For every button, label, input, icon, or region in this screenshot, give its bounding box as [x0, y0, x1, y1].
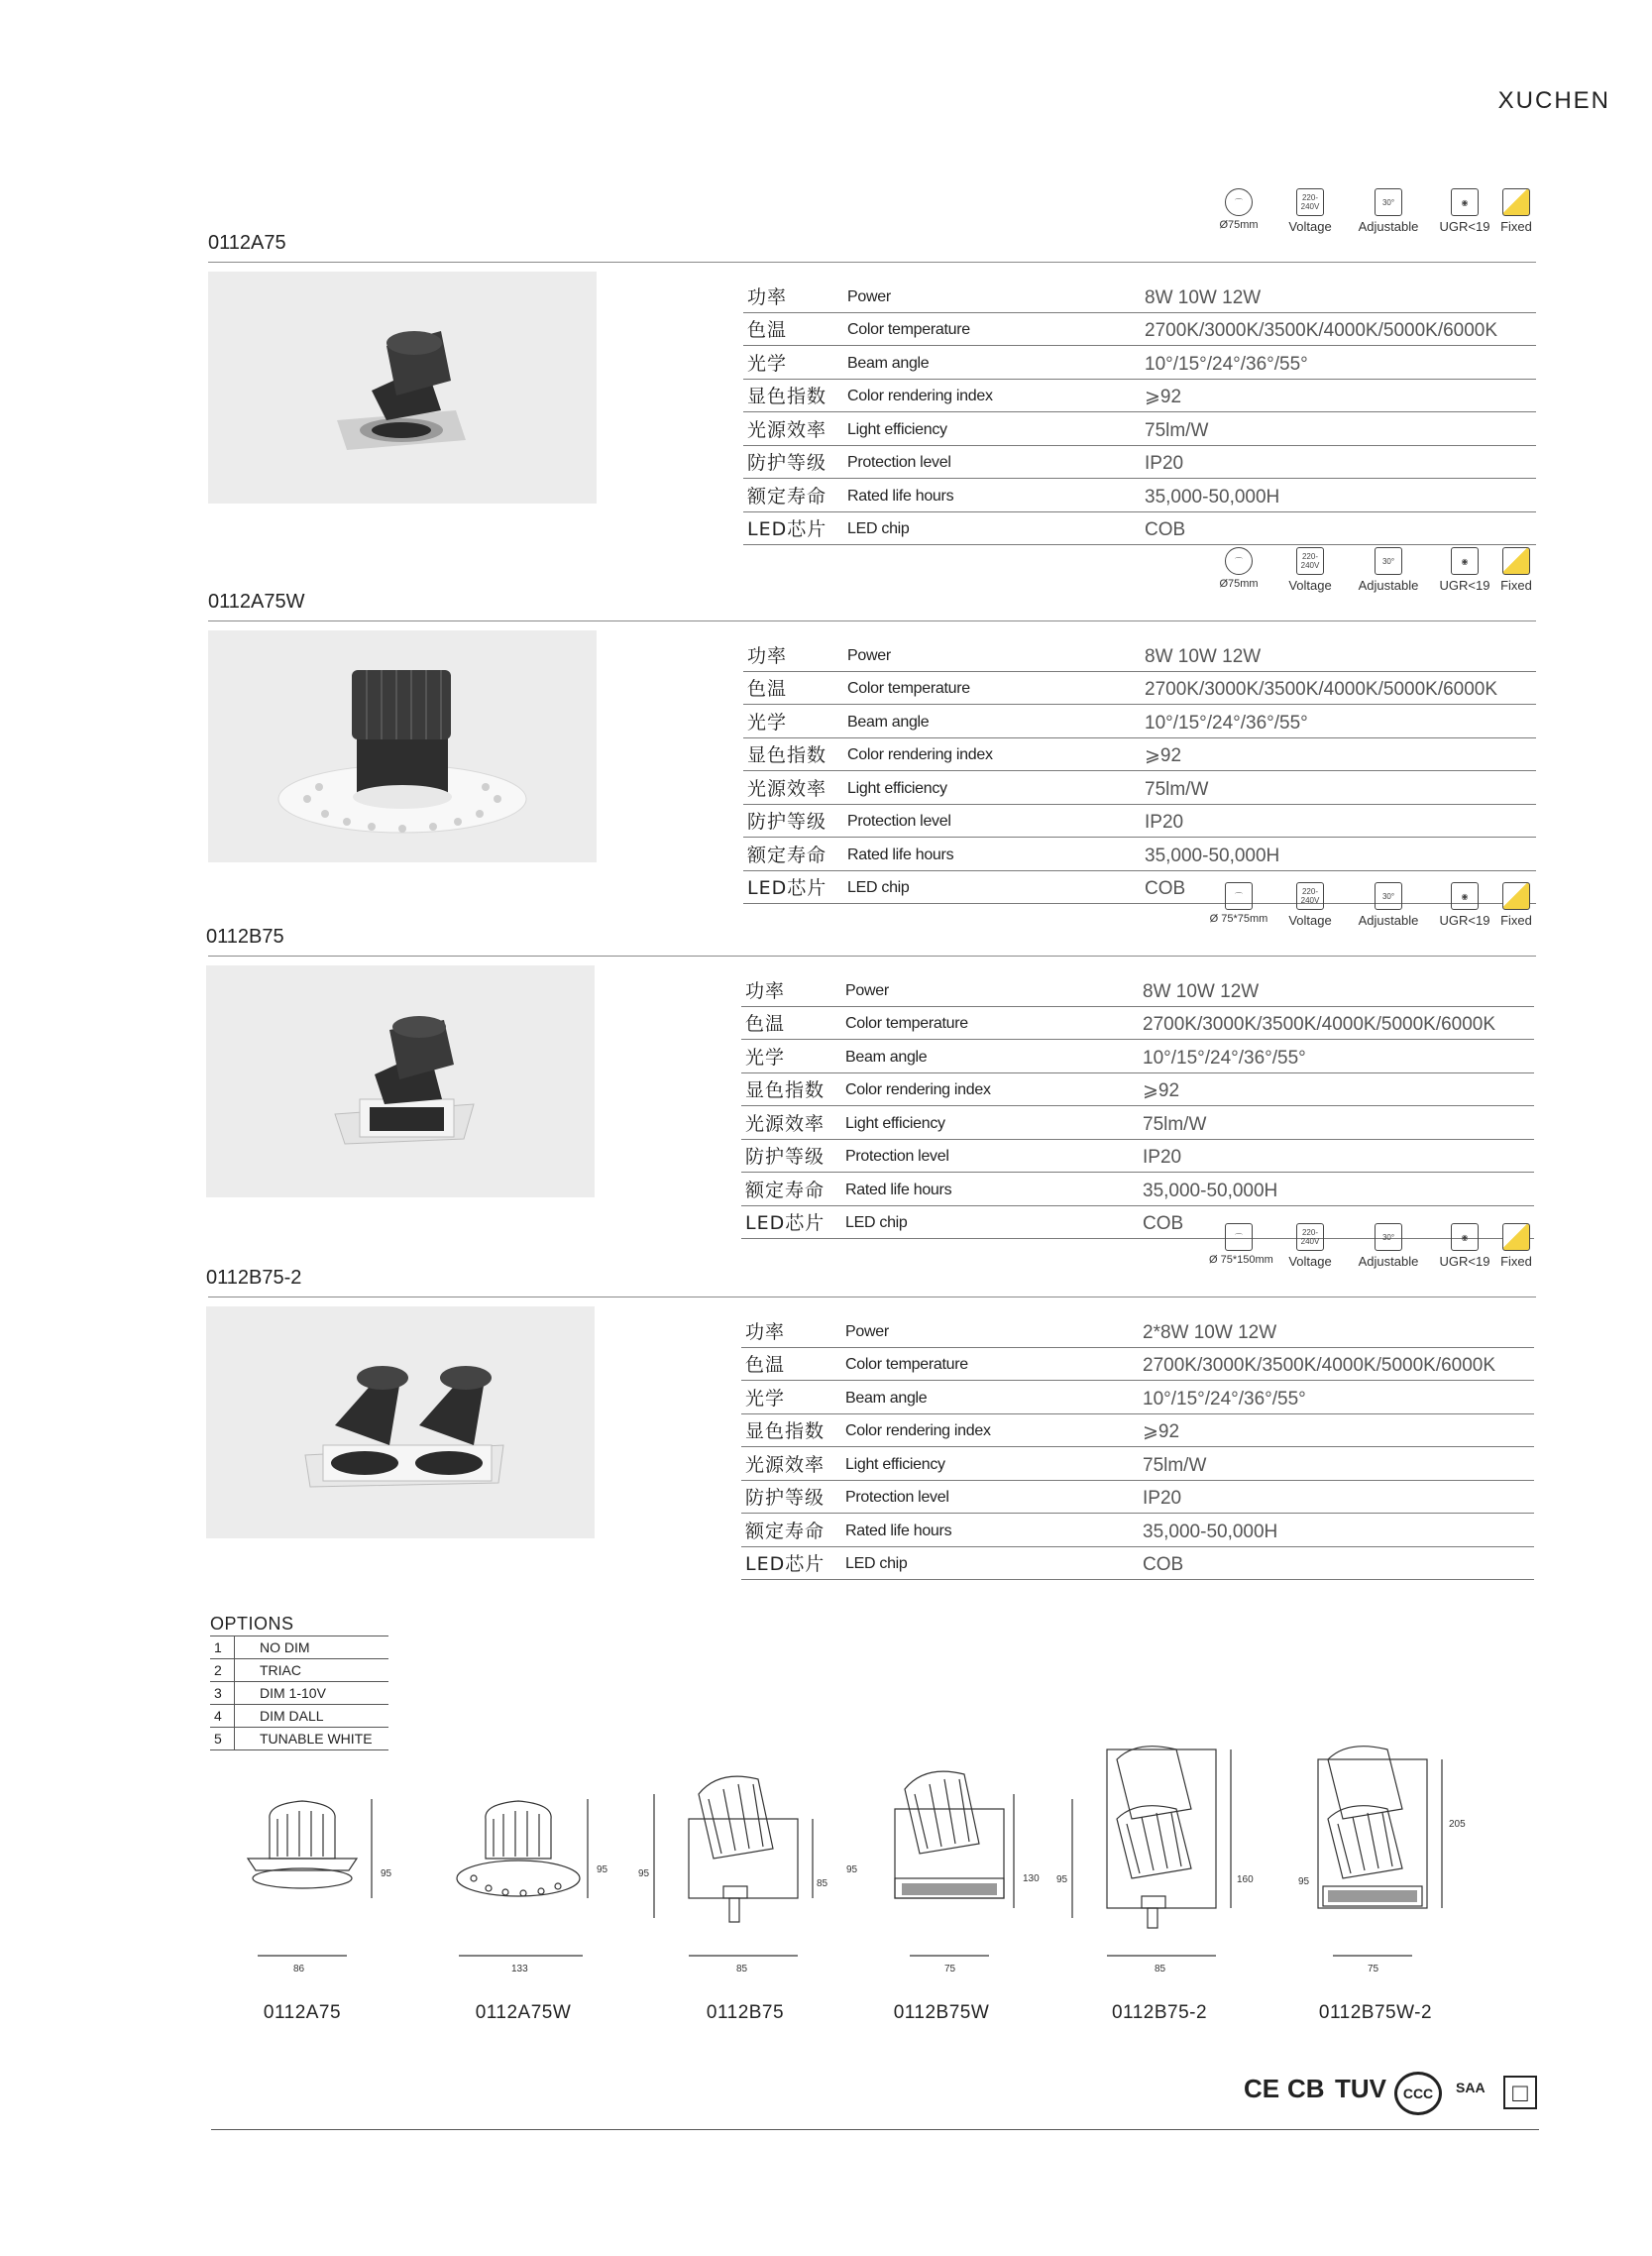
ce-mark-icon: CE — [1244, 2074, 1280, 2103]
product-photo — [208, 630, 597, 862]
spec-row — [741, 973, 1534, 1007]
spec-value: 35,000-50,000H — [1143, 1180, 1278, 1201]
dim-height: 95 — [597, 1864, 608, 1875]
spec-row — [743, 380, 1536, 413]
dim-height: 95 — [1056, 1874, 1068, 1885]
spec-value: IP20 — [1145, 812, 1184, 833]
spec-row — [743, 672, 1536, 706]
spec-row — [743, 446, 1536, 480]
option-number: 4 — [214, 1708, 222, 1724]
spec-label-cn: 防护等级 — [745, 1487, 826, 1509]
spec-label-cn: 色温 — [745, 1354, 786, 1376]
spec-value: ⩾92 — [1143, 1421, 1180, 1442]
option-number: 3 — [214, 1685, 222, 1701]
product-model: 0112B75 — [206, 926, 284, 948]
product-section — [206, 1228, 1536, 1580]
drawing-label: 0112A75 — [263, 2002, 342, 2023]
spec-label-en: Power — [845, 981, 889, 999]
spec-label-cn: 色温 — [747, 678, 788, 700]
spec-label-cn: 光学 — [745, 1387, 786, 1410]
dim-width: 85 — [736, 1964, 748, 1974]
spec-label-cn: 功率 — [745, 1320, 786, 1343]
spec-label-cn: 显色指数 — [745, 1079, 826, 1101]
spec-value: 8W 10W 12W — [1145, 286, 1262, 308]
spec-row — [741, 1314, 1534, 1348]
dim-height: 95 — [638, 1868, 650, 1879]
spec-row — [741, 1348, 1534, 1382]
option-name: TUNABLE WHITE — [260, 1731, 373, 1747]
drawing-label: 0112B75 — [706, 2002, 785, 2023]
spec-label-en: Color temperature — [847, 680, 970, 697]
spec-value: 75lm/W — [1143, 1454, 1207, 1476]
spec-label-cn: 显色指数 — [747, 744, 827, 766]
spec-label-cn: 显色指数 — [745, 1420, 826, 1442]
spec-label-cn: 防护等级 — [747, 811, 827, 833]
product-model: 0112A75W — [208, 591, 305, 613]
feature-icons — [1209, 547, 1536, 617]
dim-depth: 160 — [1237, 1874, 1254, 1885]
spec-row — [743, 346, 1536, 380]
spec-label-cn: 功率 — [747, 285, 788, 308]
spec-value: COB — [1143, 1213, 1184, 1234]
spec-value: COB — [1143, 1554, 1184, 1575]
spec-label-en: LED chip — [847, 879, 910, 896]
spec-value: IP20 — [1145, 453, 1184, 474]
dim-depth: 85 — [817, 1878, 828, 1889]
spec-label-cn: 显色指数 — [747, 386, 827, 407]
option-name: TRIAC — [260, 1662, 301, 1678]
spec-value: 10°/15°/24°/36°/55° — [1143, 1388, 1306, 1410]
spec-label-cn: 光源效率 — [745, 1453, 826, 1476]
dim-height: 95 — [846, 1864, 858, 1875]
eye-icon: ◉ UGR<19 — [1435, 1223, 1494, 1269]
spec-label-en: Power — [845, 1322, 889, 1340]
spec-value: 8W 10W 12W — [1143, 980, 1260, 1002]
dim-depth: 130 — [1023, 1873, 1040, 1884]
spec-value: 35,000-50,000H — [1143, 1521, 1278, 1542]
spec-label-en: Beam angle — [847, 713, 930, 731]
product-section — [208, 552, 1536, 904]
dim-width: 86 — [293, 1964, 305, 1974]
product-photo — [206, 965, 595, 1197]
feature-icons — [1209, 1223, 1536, 1293]
option-name: NO DIM — [260, 1639, 310, 1655]
spec-row — [741, 1514, 1534, 1547]
spec-label-en: Protection level — [847, 813, 951, 830]
spec-value: 75lm/W — [1145, 419, 1209, 441]
spec-label-cn: LED芯片 — [745, 1212, 826, 1234]
spec-value: 2700K/3000K/3500K/4000K/5000K/6000K — [1143, 1355, 1496, 1376]
spec-value: ⩾92 — [1145, 745, 1182, 766]
spec-row — [741, 1073, 1534, 1107]
spec-label-cn: 光学 — [747, 711, 788, 733]
spec-label-cn: 色温 — [747, 319, 788, 341]
spec-row — [743, 771, 1536, 805]
fixed-icon: Fixed — [1496, 1223, 1536, 1269]
spec-table — [741, 973, 1534, 1239]
voltage-icon: 220-240V Voltage — [1280, 1223, 1340, 1269]
adjustable-icon: 30° Adjustable — [1346, 188, 1431, 234]
spec-value: COB — [1145, 878, 1186, 899]
spec-label-en: Color rendering index — [845, 1081, 991, 1098]
ccc-mark-icon: CCC — [1394, 2072, 1442, 2115]
spec-row — [743, 280, 1536, 313]
spec-label-en: Rated life hours — [847, 487, 954, 505]
spec-label-en: Power — [847, 287, 891, 305]
drawing-0112A75 — [208, 1740, 406, 2027]
spec-value: IP20 — [1143, 1147, 1182, 1168]
spec-label-en: Rated life hours — [847, 846, 954, 863]
spec-label-en: Rated life hours — [845, 1522, 952, 1539]
spec-row — [741, 1173, 1534, 1206]
spec-label-cn: 色温 — [745, 1013, 786, 1035]
option-number: 5 — [214, 1731, 222, 1747]
option-number: 1 — [214, 1639, 222, 1655]
eye-icon: ◉ UGR<19 — [1435, 882, 1494, 928]
product-section — [208, 193, 1536, 545]
feature-icons — [1209, 882, 1536, 952]
dim-width: 85 — [1155, 1964, 1166, 1974]
options-title: OPTIONS — [210, 1614, 294, 1634]
spec-label-en: Light efficiency — [845, 1455, 945, 1473]
spec-value: IP20 — [1143, 1488, 1182, 1509]
spec-value: COB — [1145, 519, 1186, 540]
drawing-label: 0112A75W — [475, 2002, 572, 2023]
spec-label-cn: 额定寿命 — [747, 844, 827, 866]
spec-value: ⩾92 — [1143, 1080, 1180, 1101]
dim-depth: 205 — [1449, 1819, 1466, 1830]
option-name: DIM 1-10V — [260, 1685, 326, 1701]
spec-table — [743, 638, 1536, 904]
adjustable-icon: 30° Adjustable — [1346, 547, 1431, 593]
spec-label-cn: LED芯片 — [747, 518, 827, 540]
spec-value: 2700K/3000K/3500K/4000K/5000K/6000K — [1145, 320, 1498, 341]
spec-value: ⩾92 — [1145, 387, 1182, 407]
brand-logo: XUCHEN — [1497, 87, 1610, 114]
spec-label-en: Protection level — [845, 1489, 949, 1506]
spec-label-cn: 功率 — [745, 979, 786, 1002]
spec-value: 8W 10W 12W — [1145, 645, 1262, 667]
spec-row — [741, 1447, 1534, 1481]
adjustable-icon: 30° Adjustable — [1346, 882, 1431, 928]
diameter-icon: ⌒ Ø 75*150mm — [1209, 1223, 1268, 1266]
drawing-0112B75-2 — [1056, 1740, 1261, 2027]
spec-value: 10°/15°/24°/36°/55° — [1145, 353, 1308, 375]
product-photo — [208, 272, 597, 504]
drawing-label: 0112B75W — [893, 2002, 990, 2023]
dim-height: 95 — [1298, 1876, 1310, 1887]
spec-value: 35,000-50,000H — [1145, 845, 1280, 866]
spec-label-en: Light efficiency — [847, 420, 947, 438]
dim-width: 75 — [944, 1964, 956, 1974]
spec-row — [741, 1381, 1534, 1414]
spec-label-en: Power — [847, 646, 891, 664]
spec-value: 10°/15°/24°/36°/55° — [1143, 1047, 1306, 1069]
fixed-icon: Fixed — [1496, 547, 1536, 593]
eye-icon: ◉ UGR<19 — [1435, 188, 1494, 234]
spec-row — [741, 1140, 1534, 1174]
spec-label-en: Beam angle — [845, 1048, 928, 1066]
spec-value: 2700K/3000K/3500K/4000K/5000K/6000K — [1143, 1014, 1496, 1035]
spec-row — [741, 1414, 1534, 1448]
divider — [208, 620, 1536, 621]
options-table — [210, 1614, 388, 1750]
product-photo — [206, 1306, 595, 1538]
spec-row — [743, 738, 1536, 772]
drawing-0112B75W — [846, 1740, 1048, 2027]
eye-icon: ◉ UGR<19 — [1435, 547, 1494, 593]
dim-height: 95 — [381, 1868, 392, 1879]
spec-label-cn: 额定寿命 — [747, 485, 827, 508]
spec-label-cn: 额定寿命 — [745, 1179, 826, 1201]
spec-row — [743, 805, 1536, 839]
spec-table — [741, 1314, 1534, 1580]
spec-label-en: Color temperature — [845, 1015, 968, 1032]
spec-label-cn: LED芯片 — [747, 877, 827, 899]
spec-label-en: Light efficiency — [845, 1114, 945, 1132]
divider — [208, 262, 1536, 263]
spec-label-en: Protection level — [845, 1148, 949, 1165]
spec-row — [741, 1481, 1534, 1515]
spec-value: 2*8W 10W 12W — [1143, 1321, 1277, 1343]
option-row — [210, 1704, 388, 1727]
spec-label-en: Color rendering index — [847, 746, 993, 763]
spec-label-cn: 光源效率 — [745, 1112, 826, 1135]
fixed-icon: Fixed — [1496, 188, 1536, 234]
spec-row — [743, 412, 1536, 446]
option-name: DIM DALL — [260, 1708, 324, 1724]
spec-value: 75lm/W — [1143, 1113, 1207, 1135]
spec-label-cn: 额定寿命 — [745, 1520, 826, 1542]
spec-label-cn: 光源效率 — [747, 418, 827, 441]
certifications — [1244, 2074, 1541, 2117]
dim-width: 133 — [511, 1964, 528, 1974]
spec-table — [743, 280, 1536, 545]
spec-label-cn: 功率 — [747, 644, 788, 667]
dimension-drawings — [208, 1740, 1536, 2027]
spec-label-cn: 光学 — [745, 1046, 786, 1069]
product-section — [206, 887, 1536, 1239]
spec-row — [743, 705, 1536, 738]
spec-label-en: Beam angle — [845, 1389, 928, 1407]
spec-label-en: Color rendering index — [845, 1422, 991, 1439]
spec-label-en: LED chip — [847, 520, 910, 537]
spec-label-en: Color temperature — [845, 1356, 968, 1373]
cb-mark-icon: CB — [1287, 2074, 1325, 2103]
spec-row — [743, 512, 1536, 546]
tuv-mark-icon: TUV — [1335, 2074, 1386, 2103]
option-row — [210, 1658, 388, 1681]
dim-width: 75 — [1368, 1964, 1379, 1974]
diameter-icon: ⌒ Ø75mm — [1209, 188, 1268, 231]
spec-row — [741, 1007, 1534, 1041]
spec-label-en: LED chip — [845, 1214, 908, 1231]
spec-row — [743, 838, 1536, 871]
spec-row — [743, 313, 1536, 347]
spec-value: 2700K/3000K/3500K/4000K/5000K/6000K — [1145, 679, 1498, 700]
spec-label-en: LED chip — [845, 1555, 908, 1572]
spec-label-en: Beam angle — [847, 354, 930, 372]
option-row — [210, 1636, 388, 1658]
diameter-icon: ⌒ Ø 75*75mm — [1209, 882, 1268, 925]
voltage-icon: 220-240V Voltage — [1280, 188, 1340, 234]
spec-label-en: Rated life hours — [845, 1181, 952, 1198]
product-model: 0112B75-2 — [206, 1267, 302, 1289]
drawing-label: 0112B75W-2 — [1318, 2002, 1433, 2023]
saa-mark-icon: SAA — [1456, 2080, 1486, 2095]
drawing-0112B75W-2 — [1278, 1740, 1477, 2027]
divider — [208, 956, 1536, 957]
spec-value: 35,000-50,000H — [1145, 486, 1280, 508]
spec-label-en: Color rendering index — [847, 388, 993, 404]
spec-label-en: Protection level — [847, 454, 951, 471]
drawing-label: 0112B75-2 — [1111, 2002, 1208, 2023]
spec-row — [741, 1040, 1534, 1073]
option-row — [210, 1681, 388, 1704]
spec-row — [743, 479, 1536, 512]
spec-value: 75lm/W — [1145, 778, 1209, 800]
divider — [211, 2129, 1539, 2130]
drawing-0112B75 — [638, 1740, 842, 2027]
option-number: 2 — [214, 1662, 222, 1678]
spec-label-cn: 光源效率 — [747, 777, 827, 800]
spec-label-cn: 防护等级 — [745, 1146, 826, 1168]
spec-label-en: Color temperature — [847, 321, 970, 338]
spec-label-en: Light efficiency — [847, 779, 947, 797]
spec-label-cn: LED芯片 — [745, 1553, 826, 1575]
fixed-icon: Fixed — [1496, 882, 1536, 928]
spec-row — [743, 638, 1536, 672]
class-ii-icon: □ — [1503, 2076, 1537, 2109]
spec-value: 10°/15°/24°/36°/55° — [1145, 712, 1308, 733]
voltage-icon: 220-240V Voltage — [1280, 547, 1340, 593]
spec-row — [741, 1106, 1534, 1140]
spec-label-cn: 防护等级 — [747, 452, 827, 474]
product-model: 0112A75 — [208, 232, 286, 254]
voltage-icon: 220-240V Voltage — [1280, 882, 1340, 928]
spec-row — [741, 1547, 1534, 1581]
adjustable-icon: 30° Adjustable — [1346, 1223, 1431, 1269]
diameter-icon: ⌒ Ø75mm — [1209, 547, 1268, 590]
feature-icons — [1209, 188, 1536, 258]
spec-label-cn: 光学 — [747, 352, 788, 375]
drawing-0112A75W — [424, 1740, 622, 2027]
